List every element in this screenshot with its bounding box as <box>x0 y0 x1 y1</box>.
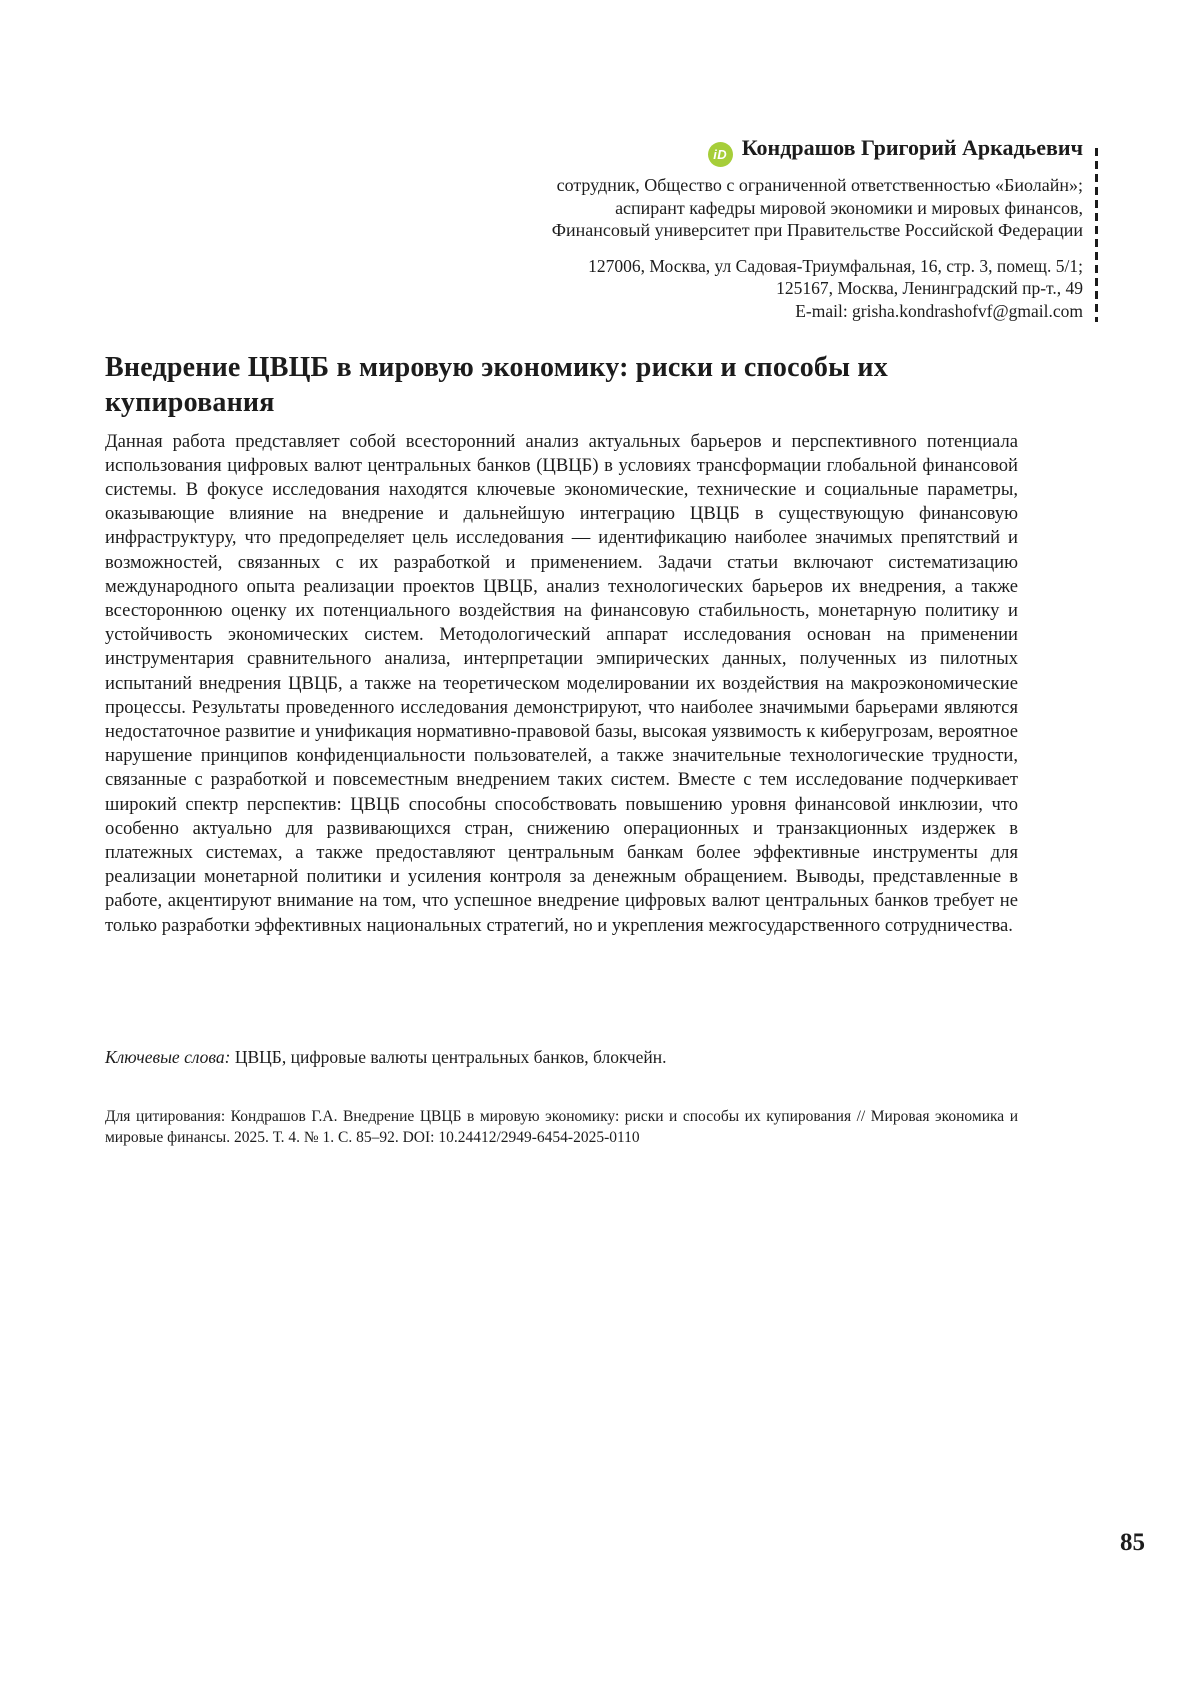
keywords-line <box>105 1046 1018 1068</box>
author-affiliations <box>463 174 1083 242</box>
affiliation-line: сотрудник, Общество с ограниченной ответственностью «Биолайн»; <box>556 175 1083 195</box>
page-number: 85 <box>1120 1529 1145 1556</box>
orcid-icon[interactable]: iD <box>708 142 733 167</box>
affiliation-line: аспирант кафедры мировой экономики и мировых финансов, <box>615 197 1083 218</box>
keywords-text: ЦВЦБ, цифровые валюты центральных банков, блокчейн. <box>234 1047 667 1067</box>
citation-text: Для цитирования: Кондрашов Г.А. Внедрение ЦВЦБ в мировую экономику: риски и способы их купирования // Мировая экономика и мировые финансы. 2025. Т. 4. № 1. С. 85–92. DOI: 10.24412/2949-6454-2025-0110 <box>105 1107 1018 1146</box>
address-line: 125167, Москва, Ленинградский пр-т., 49 <box>776 278 1083 298</box>
author-name: Кондрашов Григорий Аркадьевич <box>741 135 1083 160</box>
article-title: Внедрение ЦВЦБ в мировую экономику: риски и способы их купирования <box>105 351 888 418</box>
address-line: 127006, Москва, ул Садовая-Триумфальная, 16, стр. 3, помещ. 5/1; <box>588 255 1083 276</box>
dashed-vertical-rule <box>1095 148 1098 322</box>
author-email[interactable]: E-mail: grisha.kondrashofvf@gmail.com <box>795 300 1083 321</box>
author-name-line <box>463 133 1083 167</box>
affiliation-line: Финансовый университет при Правительстве Российской Федерации <box>551 220 1083 240</box>
author-addresses <box>463 255 1083 323</box>
keywords-label: Ключевые слова: <box>105 1047 231 1067</box>
author-block <box>463 133 1083 322</box>
article-abstract: Данная работа представляет собой всесторонний анализ актуальных барьеров и перспективного потенциала использования цифровых валют центральных банков (ЦВЦБ) в условиях трансформации глобальной финансовой системы. В фокусе исследования находятся ключевые экономические, технические и социальные параметры, оказывающие влияние на внедрение и дальнейшую интеграцию ЦВЦБ в существующую финансовую инфраструктуру, что предопределяет цель исследования — идентификацию наиболее значимых препятствий и возможностей, связанных с их разработкой и применением. Задачи статьи включают систематизацию международного опыта реализации проектов ЦВЦБ, анализ технологических барьеров их внедрения, а также всестороннюю оценку их потенциального воздействия на финансовую стабильность, монетарную политику и устойчивость экономических систем. Методологический аппарат исследования основан на применении инструментария сравнительного анализа, интерпретации эмпирических данных, полученных из пилотных испытаний внедрения ЦВЦБ, а также на теоретическом моделировании их воздействия на макроэкономические процессы. Результаты проведенного исследования демонстрируют, что наиболее значимыми барьерами являются недостаточное развитие и унификация нормативно-правовой базы, высокая уязвимость к киберугрозам, вероятное нарушение принципов конфиденциальности пользователей, а также значительные технологические трудности, связанные с разработкой и повсеместным внедрением таких систем. Вместе с тем исследование подчеркивает широкий спектр перспектив: ЦВЦБ способны способствовать повышению уровня финансовой инклюзии, что особенно актуально для развивающихся стран, снижению операционных и транзакционных издержек в платежных системах, а также предоставляют центральным банкам более эффективные инструменты для реализации монетарной политики и усиления контроля за денежным обращением. Выводы, представленные в работе, акцентируют внимание на том, что успешное внедрение цифровых валют центральных банков требует не только разработки эффективных национальных стратегий, но и укрепления межгосударственного сотрудничества. <box>105 430 1018 936</box>
